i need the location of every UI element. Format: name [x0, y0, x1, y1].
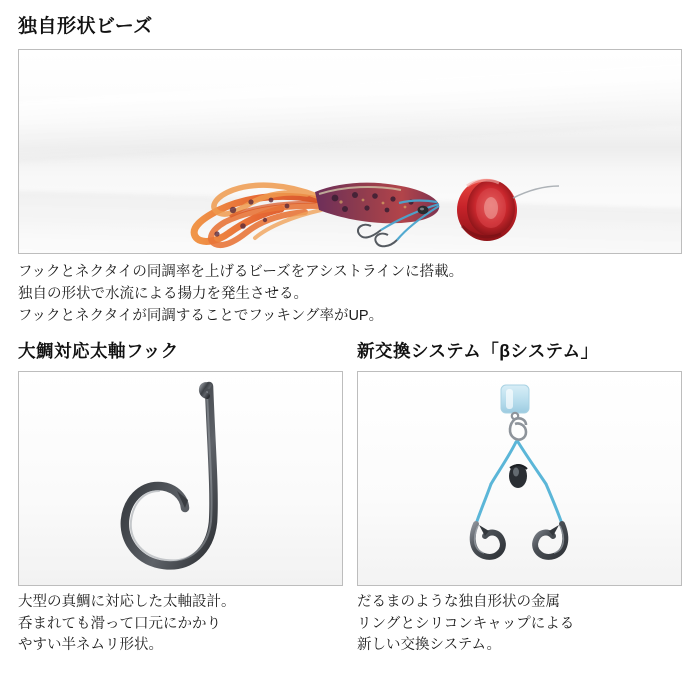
hook-heading: 大鯛対応太軸フック	[18, 340, 179, 361]
feature-columns	[18, 341, 682, 657]
beta-heading: 新交換システム「βシステム」	[357, 340, 599, 361]
hook-caption-line-3: やすい半ネムリ形状。	[18, 637, 163, 654]
beta-system-figure	[357, 371, 682, 586]
feature-column-beta	[357, 341, 682, 657]
beta-caption-line-1: だるまのような独自形状の金属	[357, 593, 560, 610]
hero-figure	[18, 49, 682, 254]
hero-caption-line-3: フックとネクタイが同調することでフッキング率がUP。	[18, 307, 384, 324]
hero-heading: 独自形状ビーズ	[18, 16, 153, 37]
feature-column-hook	[18, 341, 343, 657]
tairaba-lure-illustration	[19, 50, 682, 254]
beta-caption-line-3: 新しい交換システム。	[357, 637, 501, 654]
hook-caption-line-2: 呑まれても滑って口元にかかり	[18, 615, 221, 632]
hero-caption-line-1: フックとネクタイの同調率を上げるビーズをアシストラインに搭載。	[18, 263, 464, 280]
lure-head	[457, 179, 517, 241]
hook-caption-line-1: 大型の真鯛に対応した太軸設計。	[18, 593, 236, 610]
beta-caption-line-2: リングとシリコンキャップによる	[357, 615, 575, 632]
hook-illustration	[19, 372, 342, 585]
silicone-cap	[501, 385, 529, 413]
hook-figure	[18, 371, 343, 586]
hero-caption-line-2: 独自の形状で水流による揚力を発生させる。	[18, 285, 308, 302]
hook-caption	[18, 592, 343, 657]
beta-caption	[357, 592, 682, 657]
beta-system-illustration	[358, 372, 681, 585]
hero-caption	[18, 261, 682, 327]
